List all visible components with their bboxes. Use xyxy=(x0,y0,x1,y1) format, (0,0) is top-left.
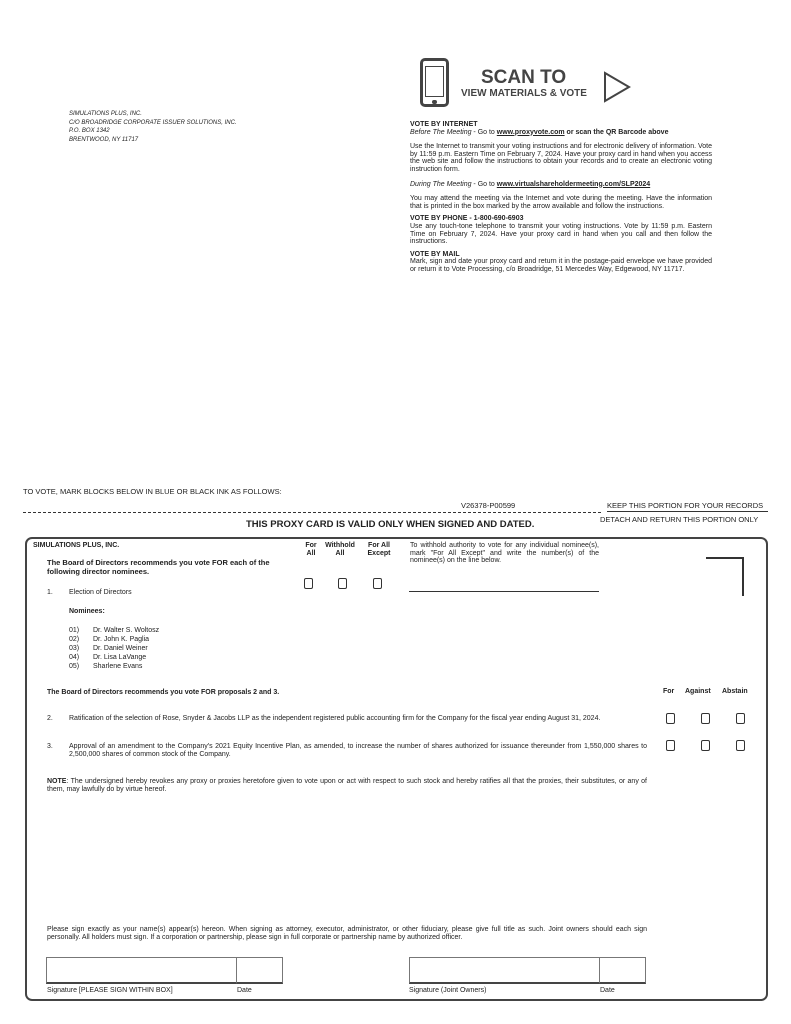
nominees-label: Nominees: xyxy=(69,608,105,615)
nominee: 04) Dr. Lisa LaVange xyxy=(69,654,147,661)
proposal-2: Ratification of the selection of Rose, Snyder & Jacobs LLP as the independent registered public accounting firm for the Company for the fiscal year ending August 31, 2024. xyxy=(69,715,601,722)
valid-notice: THIS PROXY CARD IS VALID ONLY WHEN SIGNED AND DATED. xyxy=(246,519,535,530)
col-for: For xyxy=(663,688,675,695)
board-recommendation-2: The Board of Directors recommends you vote FOR proposals 2 and 3. xyxy=(47,689,280,696)
withhold-all-checkbox[interactable] xyxy=(338,578,347,589)
company-name: SIMULATIONS PLUS, INC. xyxy=(33,542,120,549)
for-all-checkbox[interactable] xyxy=(304,578,313,589)
proposal-3-abstain-checkbox[interactable] xyxy=(736,740,745,751)
joint-signature-box[interactable] xyxy=(409,957,600,984)
for-all-except-checkbox[interactable] xyxy=(373,578,382,589)
joint-signature-label: Signature (Joint Owners) xyxy=(409,987,487,994)
corner-mark xyxy=(706,557,744,596)
col-abstain: Abstain xyxy=(722,688,748,695)
date-box[interactable] xyxy=(236,957,283,984)
virtual-meeting-link[interactable]: www.virtualshareholdermeeting.com/SLP2024 xyxy=(496,180,651,188)
except-nominee-line[interactable] xyxy=(409,591,599,592)
signing-instructions: Please sign exactly as your name(s) appear(s) hereon. When signing as attorney, executor, administrator, or other fiduciary, please give full title as such. Joint owners should each sign personally. All holders must sign. If a corporation or partnership, please sign in full corporate or partnership name by authorized officer. xyxy=(47,926,647,941)
keep-portion: KEEP THIS PORTION FOR YOUR RECORDS xyxy=(607,501,768,512)
proposal-2-for-checkbox[interactable] xyxy=(666,713,675,724)
proposal-3-for-checkbox[interactable] xyxy=(666,740,675,751)
control-id: V26378-P00599 xyxy=(461,501,516,510)
joint-date-label: Date xyxy=(600,987,615,994)
arrow-icon xyxy=(603,71,631,103)
signature-box[interactable] xyxy=(46,957,237,984)
col-against: Against xyxy=(685,688,711,695)
withhold-note: To withhold authority to vote for any individual nominee(s), mark "For All Except" and write the number(s) of the nominee(s) on the line below. xyxy=(410,542,599,565)
date-label: Date xyxy=(237,987,252,994)
proposal-3-against-checkbox[interactable] xyxy=(701,740,710,751)
scan-subtitle: VIEW MATERIALS & VOTE xyxy=(461,88,587,99)
signature-label: Signature [PLEASE SIGN WITHIN BOX] xyxy=(47,987,173,994)
board-recommendation-1: The Board of Directors recommends you vote FOR each of the following director nominees. xyxy=(47,558,270,576)
vote-instructions: VOTE BY INTERNET Before The Meeting - Go to www.proxyvote.com or scan the QR Barcode above Use the Internet to transmit your voting instructions and for electronic delivery of information. Vote by 11:59 p.m. Eastern Time on February 7, 2024. Have your proxy card in hand when you access the web site and follow the instructions to obtain your records and to create an electronic voting instruction form. During The Meeting - Go to www.virtualshareholdermeeting.com/SLP2024 You may attend the meeting via the Internet and vote during the meeting. Have the information that is printed in the box marked by the arrow available and follow the instructions. VOTE BY PHONE - 1-800-690-6903 Use any touch-tone telephone to transmit your voting instructions. Vote by 11:59 p.m. Eastern Time on February 7, 2024. Have your proxy card in hand when you call and then follow the instructions. VOTE BY MAIL Mark, sign and date your proxy card and return it in the postage-paid envelope we have provided or return it to Vote Processing, c/o Broadridge, 51 Mercedes Way, Edgewood, NY 11717. xyxy=(410,121,712,273)
return-address: SIMULATIONS PLUS, INC. C/O BROADRIDGE CORPORATE ISSUER SOLUTIONS, INC. P.O. BOX 1342 BRENTWOOD, NY 11717 xyxy=(69,111,237,143)
col-for-all: For All xyxy=(305,542,317,557)
before-meeting: Before The Meeting - Go to www.proxyvote.com or scan the QR Barcode above xyxy=(410,128,669,136)
joint-date-box[interactable] xyxy=(599,957,646,984)
col-for-all-except: For All Except xyxy=(367,542,391,557)
note: NOTE: The undersigned hereby revokes any proxy or proxies heretofore given to vote upon or act with respect to such stock and hereby ratifies all that the proxies, their substitutes, or any of them, may lawfully do by virtue hereof. xyxy=(47,778,647,793)
scan-title: SCAN TO xyxy=(481,67,567,88)
nominee-list xyxy=(69,626,159,671)
col-withhold-all: Withhold All xyxy=(325,542,355,557)
election-directors: Election of Directors xyxy=(69,589,132,596)
proxyvote-link[interactable]: www.proxyvote.com xyxy=(496,128,565,136)
phone-icon xyxy=(420,58,449,107)
nominee: 02) Dr. John K. Paglia xyxy=(69,636,150,643)
detach-portion: DETACH AND RETURN THIS PORTION ONLY xyxy=(600,515,759,524)
proposal-2-against-checkbox[interactable] xyxy=(701,713,710,724)
detach-line xyxy=(23,512,601,513)
during-meeting: During The Meeting - Go to www.virtualshareholdermeeting.com/SLP2024 xyxy=(410,180,651,188)
nominee: 03) Dr. Daniel Weiner xyxy=(69,645,148,652)
proposal-2-abstain-checkbox[interactable] xyxy=(736,713,745,724)
nominee: 05) Sharlene Evans xyxy=(69,663,143,670)
ink-instructions: TO VOTE, MARK BLOCKS BELOW IN BLUE OR BLACK INK AS FOLLOWS: xyxy=(23,487,282,496)
proposal-3: Approval of an amendment to the Company's 2021 Equity Incentive Plan, as amended, to increase the number of shares authorized for issuance thereunder from 1,550,000 shares to 2,500,000 shares of common stock of the Company. xyxy=(69,743,647,758)
nominee: 01) Dr. Walter S. Woltosz xyxy=(69,627,160,634)
